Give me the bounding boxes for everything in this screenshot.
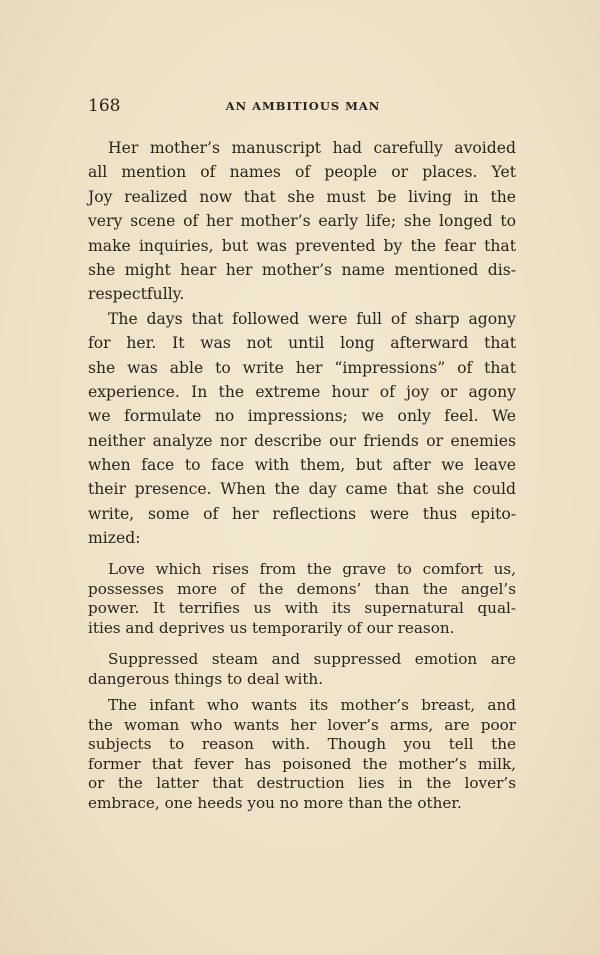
text-line: make inquiries, but was prevented by the fear that — [88, 236, 516, 255]
text-line: neither analyze nor describe our friends or enemies — [88, 431, 516, 450]
text-line: all mention of names of people or places. Yet — [88, 163, 516, 182]
quote-line: Suppressed steam and suppressed emotion are — [108, 650, 516, 668]
quote-line: possesses more of the demons’ than the angel’s — [88, 579, 516, 598]
paragraph-2 — [88, 307, 516, 551]
text-line: respectfully. — [88, 285, 185, 304]
text-line: we formulate no impressions; we only feel. We — [88, 407, 516, 426]
text-line: their presence. When the day came that she could — [88, 480, 516, 499]
quote-1 — [88, 560, 516, 638]
text-line: very scene of her mother’s early life; she longed to — [88, 212, 516, 231]
body-text — [88, 136, 516, 551]
text-line: she might hear her mother’s name mentioned dis- — [88, 260, 516, 279]
quote-line: Love which rises from the grave to comfort us, — [108, 560, 516, 578]
running-head: AN AMBITIOUS MAN — [225, 99, 381, 113]
text-line: mized: — [88, 529, 141, 548]
quote-3 — [88, 696, 516, 813]
page-header — [88, 96, 518, 120]
quote-line: embrace, one heeds you no more than the other. — [88, 793, 462, 812]
text-line: she was able to write her “impressions” of that — [88, 358, 516, 377]
paragraph-1 — [88, 136, 516, 307]
quote-line: the woman who wants her lover’s arms, are poor — [88, 715, 516, 734]
page-number: 168 — [88, 96, 121, 116]
quote-line: subjects to reason with. Though you tell the — [88, 735, 516, 753]
quote-line: power. It terrifies us with its supernatural qual- — [88, 599, 516, 617]
text-line: when face to face with them, but after we leave — [88, 456, 516, 475]
text-line: Joy realized now that she must be living in the — [88, 187, 516, 206]
text-line: write, some of her reflections were thus epito- — [88, 504, 516, 523]
text-line: for her. It was not until long afterward that — [88, 334, 516, 353]
text-line: The days that followed were full of sharp agony — [108, 309, 516, 328]
quote-line: or the latter that destruction lies in the lover’s — [88, 774, 516, 792]
quote-line: ities and deprives us temporarily of our reason. — [88, 618, 455, 637]
quote-line: former that fever has poisoned the mother’s milk, — [88, 754, 516, 773]
text-line: Her mother’s manuscript had carefully avoided — [108, 139, 516, 157]
quote-line: The infant who wants its mother’s breast, and — [108, 696, 516, 714]
quote-line: dangerous things to deal with. — [88, 669, 324, 688]
text-line: experience. In the extreme hour of joy or agony — [88, 382, 516, 401]
quote-2 — [88, 650, 516, 689]
